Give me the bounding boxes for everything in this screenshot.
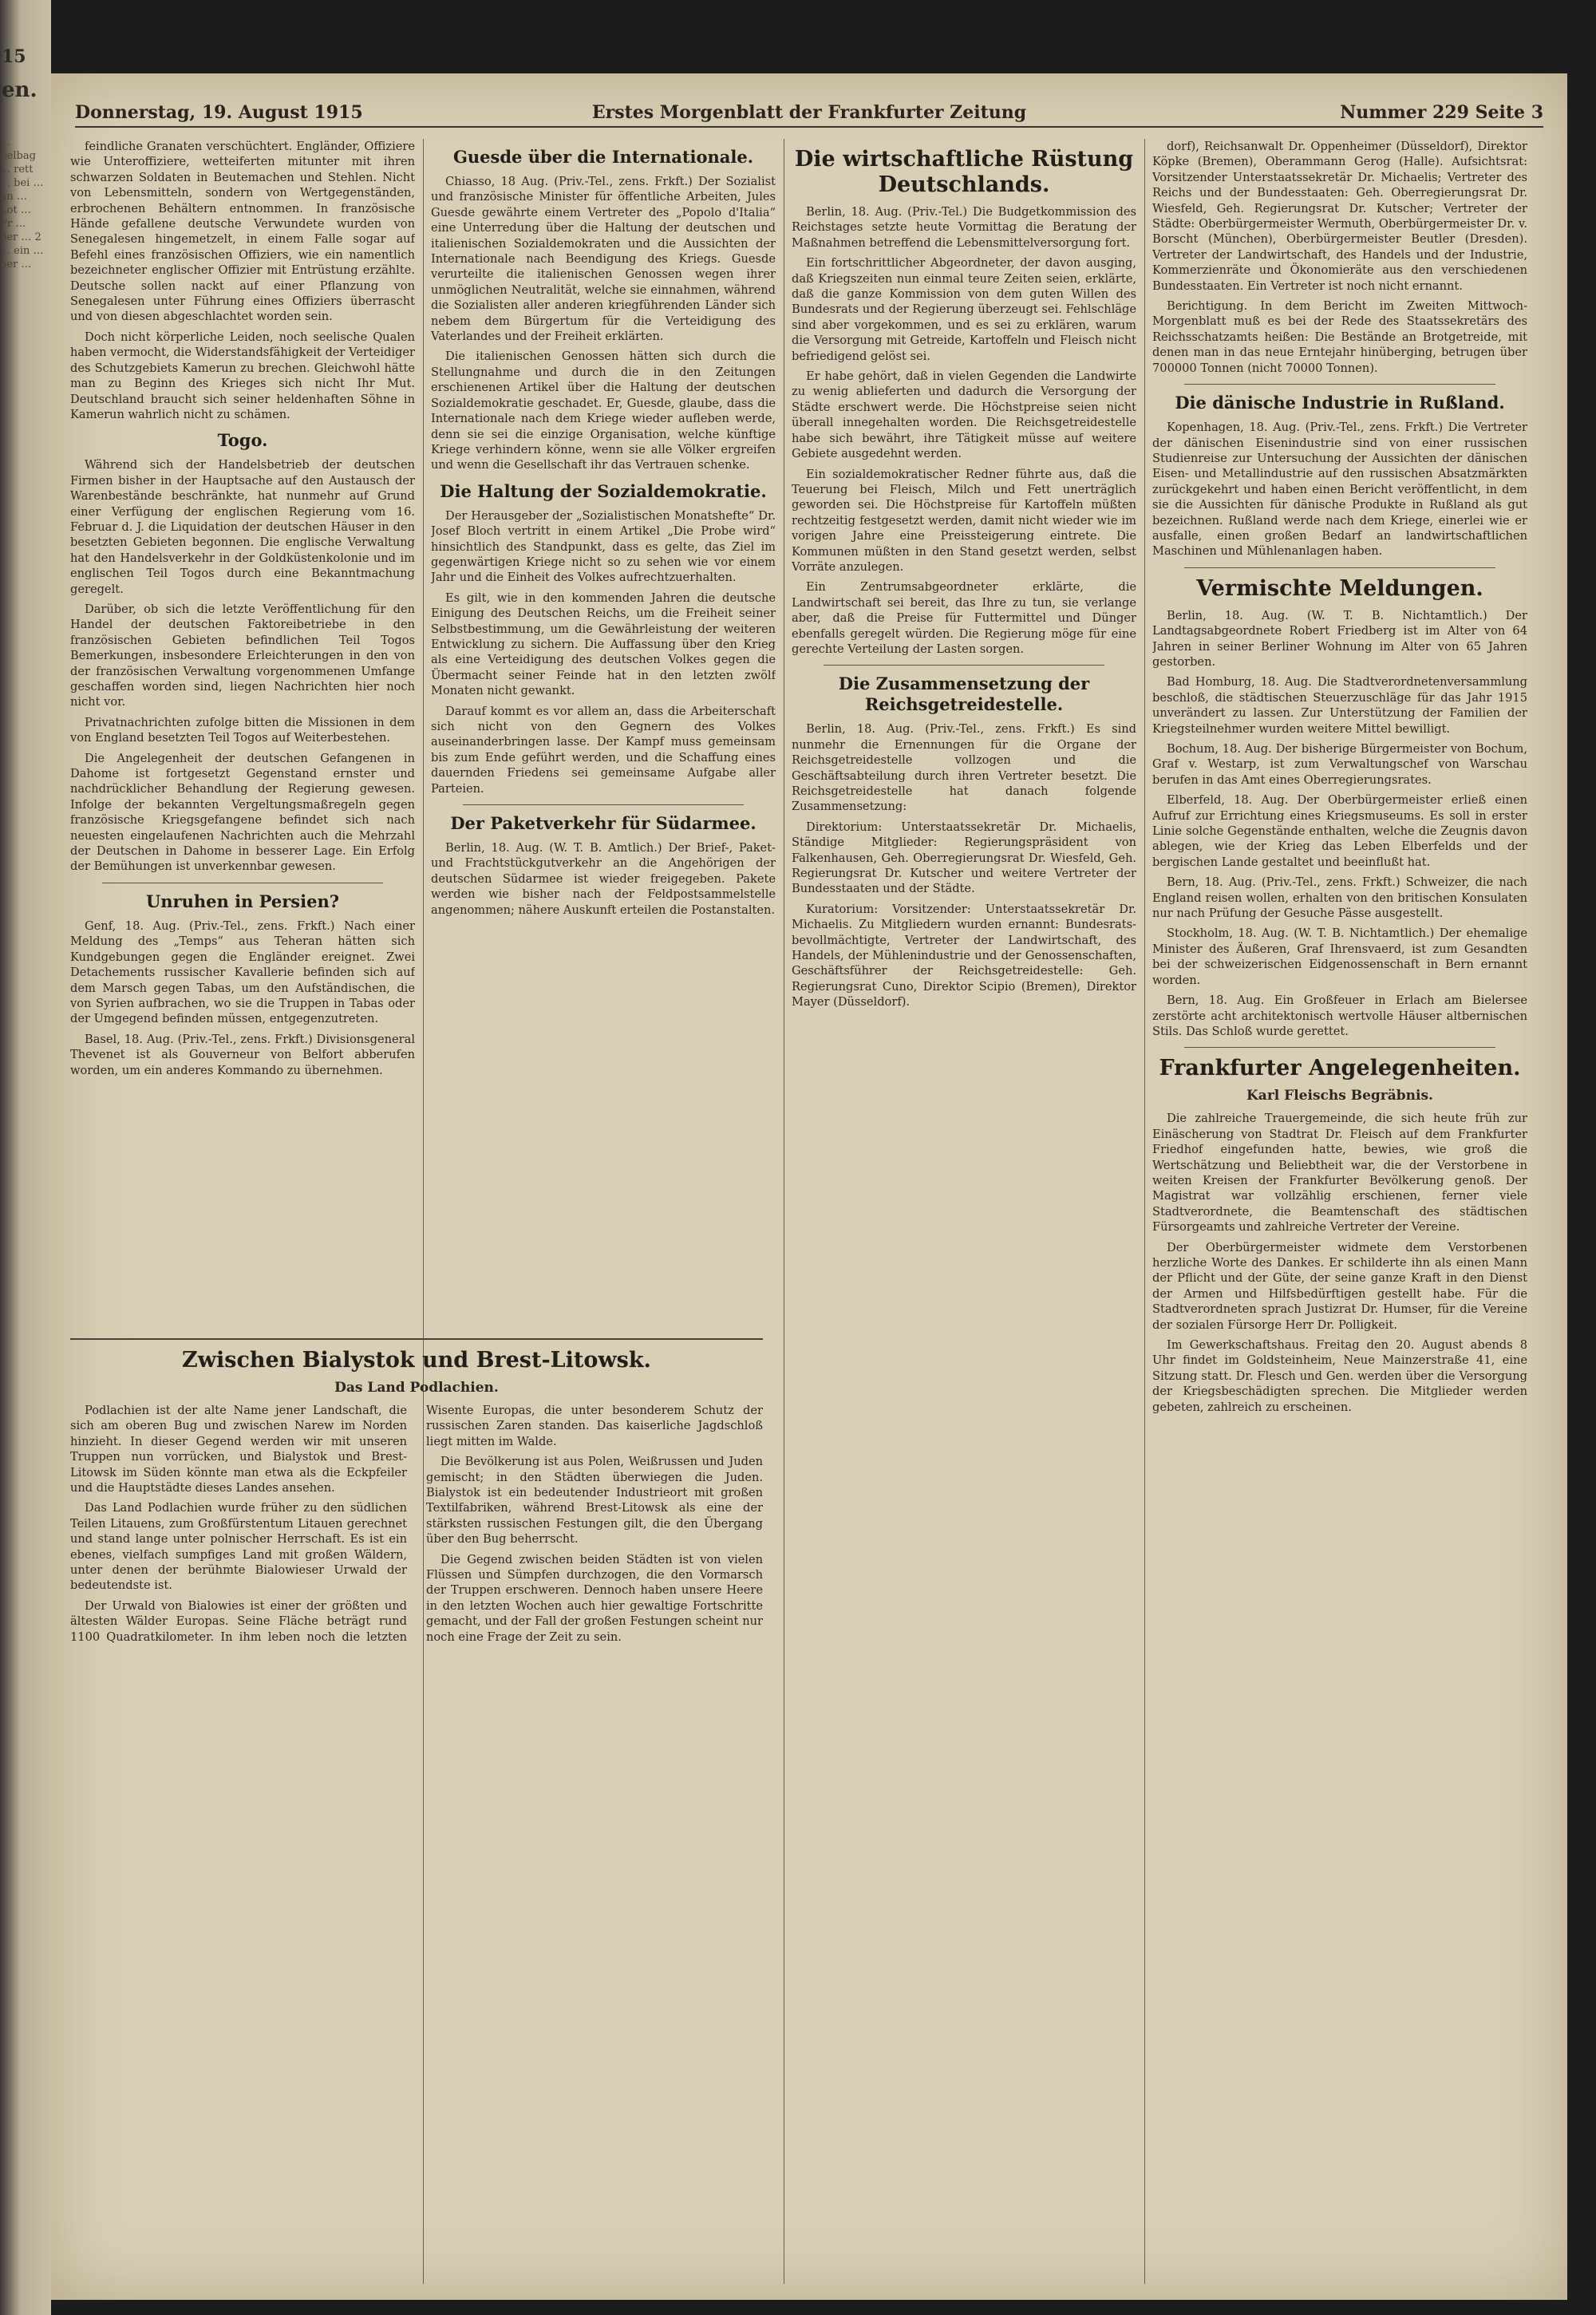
- column-3: [792, 139, 1136, 2284]
- article-text: Das Land Podlachien wurde früher zu den südlichen Teilen Litauens, zum Großfürstentum Litauen gerechnet und stand lange unter polnischer Herrschaft. Es ist ein ebenes, vielfach sumpfiges Land mit großen Wäldern, unter denen der berühmte Bialowieser Urwald der bedeutendste ist.: [70, 1501, 407, 1593]
- article-text: Es gilt, wie in den kommenden Jahren die deutsche Einigung des Deutschen Reichs, um die Freiheit seiner Selbstbestimmung, um die Gewährleistung der weiteren Entwicklung zu sichern. Die Auffassung über den Krieg als eine Verteidigung des deutschen Volkes gegen die Übermacht seiner Feinde hat in den letzten zwölf Monaten nicht gewankt.: [431, 591, 776, 698]
- adjacent-page-fragment: en.: [2, 78, 38, 102]
- article-text: Der Oberbürgermeister widmete dem Verstorbenen herzliche Worte des Dankes. Er schilderte ihn als einen Mann der Pflicht und der Güte, der seine ganze Kraft in den Dienst der Armen und Hilfsbedürftigen gestellt habe. Für die Stadtverordneten sprach Justizrat Dr. Humser, für die Vereine der sozialen Fürsorge Herr Dr. Polligkeit.: [1152, 1240, 1527, 1332]
- article-text: Ein sozialdemokratischer Redner führte aus, daß die Teuerung bei Fleisch, Milch und Fett unerträglich geworden sei. Die Höchstpreise für Kartoffeln müßten rechtzeitig festgesetzt werden, damit nicht wieder wie im vorigen Jahre eine Preissteigerung eintrete. Die Kommunen müßten in den Stand gesetzt werden, selbst Vorräte anzulegen.: [792, 467, 1136, 574]
- column-4: [1152, 139, 1527, 2284]
- headline-guesde: Guesde über die Internationale.: [452, 147, 754, 167]
- article-text: Im Gewerkschaftshaus. Freitag den 20. August abends 8 Uhr findet im Goldsteinheim, Neue Mainzerstraße 41, eine Sitzung statt. Dr. Flesch und Gen. werden über die Versorgung der Kriegsbeschädigten sprechen. Die Mitglieder werden gebeten, zahlreich zu erscheinen.: [1152, 1338, 1527, 1414]
- headline-bialystok: Zwischen Bialystok und Brest-Litowsk.: [182, 1348, 651, 1373]
- column-rule: [1144, 139, 1145, 2284]
- article-text: Berichtigung. In dem Bericht im Zweiten Mittwoch-Morgenblatt muß es bei der Rede des Staatssekretärs des Reichsschatzamts heißen: Die Bestände an Brotgetreide, mit denen man in das neue Erntejahr hinüberging, betrugen über 700000 Tonnen (nicht 70000 Tonnen).: [1152, 299, 1527, 375]
- article-text: Er habe gehört, daß in vielen Gegenden die Landwirte zu wenig ablieferten und dadurch die Versorgung der Städte erschwert werde. Die Höchstpreise seien nicht überall innegehalten worden. Die Reichsgetreidestelle habe sich bewährt, ihre Tätigkeit müsse auf weitere Gebiete ausgedehnt werden.: [792, 369, 1136, 461]
- headline-daenische-industrie: Die dänische Industrie in Rußland.: [1175, 393, 1505, 413]
- article-text: Kopenhagen, 18. Aug. (Priv.-Tel., zens. Frkft.) Die Vertreter der dänischen Eisenindustrie sind von einer russischen Studienreise zur Untersuchung der Aussichten der dänischen Eisen- und Metallindustrie auf den russischen Absatzmärkten zurückgekehrt und haben einen Bericht veröffentlicht, in dem sie die Aussichten für dänische Produkte in Rußland als gut bezeichnen. Rußland werde nach dem Kriege, einerlei wie er ausfalle, einen großen Bedarf an landwirtschaftlichen Maschinen und Mühlenanlagen haben.: [1152, 421, 1527, 559]
- masthead: [75, 97, 1543, 128]
- headline-togo: Togo.: [217, 430, 268, 451]
- article-text: Die zahlreiche Trauergemeinde, die sich heute früh zur Einäscherung von Stadtrat Dr. Fleisch auf dem Frankfurter Friedhof eingefunden hatte, bewies, wie groß die Wertschätzung und Beliebtheit war, die der Verstorbene in weiten Kreisen der Frankfurter Bevölkerung genoß. Der Magistrat war vollzählig erschienen, ferner viele Stadtverordnete, die Beamtenschaft des städtischen Fürsorgeamts und zahlreiche Vertreter der Vereine.: [1152, 1112, 1527, 1235]
- subheadline-fleisch: Karl Fleischs Begräbnis.: [1246, 1088, 1433, 1104]
- article-text: Direktorium: Unterstaatssekretär Dr. Michaelis, Ständige Mitglieder: Regierungspräsident von Falkenhausen, Geh. Oberregierungsrat Dr. Wiesfeld, Geh. Regierungsrat Dr. Kutscher und weitere Vertreter der Bundesstaaten und der Städte.: [792, 820, 1136, 896]
- divider: [463, 804, 744, 805]
- article-text: Die italienischen Genossen hätten sich durch die Stellungnahme und durch die in den Zeitungen erschienenen Artikel über die Haltung der deutschen Sozialdemokratie geschadet. Er, Guesde, glaube, dass die Internationale nach dem Kriege wieder aufleben werde, denn sie sei die einzige Organisation, welche künftige Kriege verhindern könne, wenn sie alle Völker ergreifen und wenn die Gesellschaft ihr das Vertrauen schenke.: [431, 350, 776, 472]
- headline-paketverkehr: Der Paketverkehr für Südarmee.: [450, 813, 757, 834]
- article-text: Bochum, 18. Aug. Der bisherige Bürgermeister von Bochum, Graf v. Westarp, ist zum Verwaltungschef von Warschau berufen in das Amt eines Oberregierungsrates.: [1152, 742, 1527, 787]
- article-text: Ein fortschrittlicher Abgeordneter, der davon ausging, daß Kriegszeiten nun einmal teure Zeiten seien, erklärte, daß die ganze Kommission von dem guten Willen des Bundesrats und der Regierung überzeugt sei. Fehlschläge sind aber vorgekommen, und es sei zu erklären, warum die Versorgung mit Getreide, Kartoffeln und Fleisch nicht befriedigend gelöst sei.: [792, 256, 1136, 363]
- article-text: Bad Homburg, 18. Aug. Die Stadtverordnetenversammlung beschloß, die städtischen Steuerzuschläge für das Jahr 1915 unverändert zu lassen. Zur Unterstützung der Familien der Kriegsteilnehmer wurden weitere Mittel bewilligt.: [1152, 675, 1527, 736]
- column-2: [431, 139, 776, 1332]
- article-text: Berlin, 18. Aug. (Priv.-Tel., zens. Frkft.) Es sind nunmehr die Ernennungen für die Organe der Reichsgetreidestelle vollzogen und die Geschäftsabteilung durch ihren Vertreter besetzt. Die Reichsgetreidestelle hat danach folgende Zusammensetzung:: [792, 722, 1136, 814]
- headline-frankfurter-angelegenheiten: Frankfurter Angelegenheiten.: [1159, 1056, 1521, 1081]
- article-text: Darauf kommt es vor allem an, dass die Arbeiterschaft sich nicht von den Gegnern des Volkes auseinanderbringen lasse. Der Kampf muss gemeinsam bis zum Ende geführt werden, und die Schaffung eines dauernden Friedens sei gemeinsame Aufgabe aller Parteien.: [431, 704, 776, 796]
- issue-number: Nummer 229 Seite 3: [1340, 102, 1543, 123]
- article-text: Genf, 18. Aug. (Priv.-Tel., zens. Frkft.) Nach einer Meldung des „Temps“ aus Teheran hätten sich Kundgebungen gegen die Engländer ereignet. Zwei Detachements russischer Kavallerie befinden sich auf dem Marsch gegen Tabas, um den Aufständischen, die von Syrien aufbrachen, wo sie die Truppen in Tabas oder der Umgegend befinden müssen, entgegenzutreten.: [70, 918, 415, 1026]
- article-text: Der Urwald von Bialowies ist einer der größten und ältesten Wälder Europas. Seine Fläche beträgt rund 1100 Quadratkilometer. In ihm leben noch die letzten Wisente Europas, die unter besonderem Schutz der russischen Zaren standen. Das kaiserliche Jagdschloß liegt mitten im Walde.: [70, 1404, 763, 1644]
- article-text: Basel, 18. Aug. (Priv.-Tel., zens. Frkft.) Divisionsgeneral Thevenet ist als Gouverneur von Belfort abberufen worden, um ein anderes Kommando zu übernehmen.: [70, 1032, 415, 1077]
- article-text: Privatnachrichten zufolge bitten die Missionen in dem von England besetzten Teil Togos auf Weiterbestehen.: [70, 715, 415, 745]
- newspaper-page: [51, 73, 1567, 2300]
- feuilleton-text: [70, 1403, 763, 1647]
- adjacent-page-number: 15: [2, 46, 26, 67]
- article-text: Während sich der Handelsbetrieb der deutschen Firmen bisher in der Hauptsache auf den Austausch der Warenbestände beschränkte, hat nunmehr auf Grund einer Verfügung der englischen Regierung vom 16. Februar d. J. die Liquidation der deutschen Häuser in den besetzten Gebieten begonnen. Die englische Verwaltung hat den Handelsverkehr in der Goldküstenkolonie und im englischen Teil Togos durch eine Bekanntmachung geregelt.: [70, 458, 415, 596]
- article-text: Kuratorium: Vorsitzender: Unterstaatssekretär Dr. Michaelis. Zu Mitgliedern wurden ernannt: Bundesrats-bevollmächtigte, Vertreter der Landwirtschaft, des Handels, der Mühlenindustrie und der Genossenschaften, Geschäftsführer der Reichsgetreidestelle: Geh. Regierungsrat Cuno, Direktor Scipio (Bremen), Direktor Mayer (Düsseldorf).: [792, 902, 1136, 1009]
- article-text: Darüber, ob sich die letzte Veröffentlichung für den Handel der deutschen Faktoreibetriebe in den französischen Gebieten befindlichen Teil Togos Bemerkungen, insbesondere Erleichterungen in den von der französischen Verwaltung vorgenommenen Umfange geschaffen worden sind, liegen Nachrichten hier noch nicht vor.: [70, 602, 415, 709]
- article-text: Chiasso, 18 Aug. (Priv.-Tel., zens. Frkft.) Der Sozialist und französische Minister für öffentliche Arbeiten, Jules Guesde gewährte einem Vertreter des „Popolo d'Italia“ eine Unterredung über die Haltung der deutschen und italienischen Sozialdemokraten und die Aussichten der Internationale nach Beendigung des Kriegs. Guesde verurteilte die italienischen Genossen wegen ihrer unmöglichen Neutralität, welche sie einnahmen, während die Sozialisten aller anderen kriegführenden Länder sich nebem dem Bürgertum für die Verteidigung des Vaterlandes und der Freiheit erklärten.: [431, 175, 776, 344]
- article-text: feindliche Granaten verschüchtert. Engländer, Offiziere wie Unteroffiziere, wetteiferten mitunter mit ihren schwarzen Soldaten in Beutemachen und Stehlen. Nicht von Lebensmitteln, sondern von Wertgegenständen, erbrochenen Behältern entnommen. In französische Hände gefallene deutsche Verwundete wurden von Senegalesen hingemetzelt, in einem Falle sogar auf Befehl eines französischen Offiziers, wie ein namentlich bezeichneter englischer Offizier mit Entrüstung erzählte. Deutsche sollen nackt auf einer Pflanzung von Senegalesen unter Führung eines Offiziers überrascht und von diesen abgeschlachtet worden sein.: [70, 140, 415, 324]
- article-text: Die Bevölkerung ist aus Polen, Weißrussen und Juden gemischt; in den Städten überwiegen die Juden. Bialystok ist ein bedeutender Industrieort mit großen Textilfabriken, während Brest-Litowsk als eine der stärksten russischen Festungen gilt, die den Übergang über den Bug beherrscht.: [426, 1455, 763, 1547]
- divider: [1184, 384, 1495, 385]
- article-text: Doch nicht körperliche Leiden, noch seelische Qualen haben vermocht, die Widerstandsfähigkeit der Verteidiger des Schutzgebiets Kamerun zu brechen. Gleichwohl hätte man zu Beginn des Krieges sich nicht Ihr Mut. Deutschland braucht sich seiner heldenhaften Söhne in Kamerun wahrlich nicht zu schämen.: [70, 330, 415, 421]
- adjacent-page-edge-text: … fielbag … rett … bei … nn … Lot … Fr … ber … 2 … ein … ber …: [0, 136, 44, 271]
- divider: [1184, 567, 1495, 568]
- article-text: Berlin, 18. Aug. (W. T. B. Amtlich.) Der Brief-, Paket- und Frachtstückgutverkehr an die Angehörigen der deutschen Südarmee ist wieder freigegeben. Pakete werden wie bisher nach der Feldpostsammelstelle angenommen; nähere Auskunft erteilen die Postanstalten.: [431, 841, 776, 917]
- subheadline-podlachien: Das Land Podlachien.: [334, 1380, 499, 1396]
- headline-ruestung: Die wirtschaftliche Rüstung Deutschlands.: [794, 147, 1134, 197]
- article-text: Ein Zentrumsabgeordneter erklärte, die Landwirtschaft sei bereit, das Ihre zu tun, sie verlange aber, daß die Preise für Futtermittel und Dünger ebenfalls geregelt würden. Die Regierung möge für eine gerechte Verteilung der Lasten sorgen.: [792, 580, 1136, 656]
- article-text: Bern, 18. Aug. (Priv.-Tel., zens. Frkft.) Schweizer, die nach England reisen wollen, erhalten von den britischen Konsulaten nur nach Prüfung der Gesuche Pässe ausgestellt.: [1152, 875, 1527, 921]
- headline-sozialdemokratie: Die Haltung der Sozialdemokratie.: [440, 480, 767, 501]
- article-text: Berlin, 18. Aug. (Priv.-Tel.) Die Budgetkommission des Reichstages setzte heute Vormittag die Beratung der Maßnahmen betreffend die Lebensmittelversorgung fort.: [792, 205, 1136, 250]
- article-text: Der Herausgeber der „Sozialistischen Monatshefte“ Dr. Josef Bloch vertritt in einem Artikel „Die Probe wird“ hinsichtlich des Standpunkt, dass es gelte, das Ziel im gegenwärtigen Kriege nicht so zu sehen wie vor einem Jahr und die Einheit des Volkes aufrechtzuerhalten.: [431, 508, 776, 585]
- article-text: Die Angelegenheit der deutschen Gefangenen in Dahome ist fortgesetzt Gegenstand ernster und nachdrücklicher Behandlung der Regierung gewesen. Infolge der bekannten Vergeltungsmaßregeln gegen französische Kriegsgefangene befindet sich nach neuesten eingelaufenen Nachrichten auch die Mehrzahl der Deutschen in Dahome in besserer Lage. Ein Erfolg der Bemühungen ist unverkennbar gewesen.: [70, 751, 415, 874]
- issue-date: Donnerstag, 19. August 1915: [75, 102, 363, 123]
- adjacent-page-stub: [2, 46, 48, 102]
- article-text: Die Gegend zwischen beiden Städten ist von vielen Flüssen und Sümpfen durchzogen, die den Vormarsch der Truppen erschweren. Dennoch haben unsere Heere in den letzten Wochen auch hier gewaltige Fortschritte gemacht, und der Fall der großen Festungen scheint nur noch eine Frage der Zeit zu sein.: [426, 1552, 763, 1644]
- article-text: Bern, 18. Aug. Ein Großfeuer in Erlach am Bielersee zerstörte acht architektonisch wertvolle Häuser altbernischen Stils. Das Schloß wurde gerettet.: [1152, 994, 1527, 1038]
- paper-title: Erstes Morgenblatt der Frankfurter Zeitung: [591, 102, 1027, 123]
- article-text: dorf), Reichsanwalt Dr. Oppenheimer (Düsseldorf), Direktor Köpke (Bremen), Oberammann Gerog (Halle). Aufsichtsrat: Vorsitzender Unterstaatssekretär Dr. Michaelis; Vertreter des Reichs und der Bundesstaaten: Geh. Oberregierungsrat Dr. Wiesfeld, Geh. Regierungsrat Dr. Kutscher; Vertreter der Städte: Oberbürgermeister Wermuth, Oberbürgermeister Dr. v. Borscht (München), Oberbürgermeister Beutler (Dresden). Vertreter der Landwirtschaft, des Handels und der Industrie, Kommerzienräte und Ökonomieräte aus den verschiedenen Bundesstaaten. Ein Vertreter ist noch nicht ernannt.: [1152, 140, 1527, 293]
- headline-reichsgetreidestelle: Die Zusammensetzung der Reichsgetreidestelle.: [838, 674, 1090, 715]
- feuilleton-bialystok: [70, 1338, 763, 2285]
- headline-persia: Unruhen in Persien?: [145, 891, 340, 911]
- article-text: Podlachien ist der alte Name jener Landschaft, die sich am oberen Bug und zwischen Narew im Norden hinzieht. In dieser Gegend werden wir mit unseren Truppen nun vorrücken, und Bialystok und Brest-Litowsk im Süden könnte man etwa als die Eckpfeiler und die Hauptstädte dieses Landes ansehen.: [70, 1404, 407, 1495]
- divider: [824, 665, 1104, 666]
- article-text: Stockholm, 18. Aug. (W. T. B. Nichtamtlich.) Der ehemalige Minister des Äußeren, Graf Ihrensvaerd, ist zum Gesandten bei der schweizerischen Eidgenossenschaft in Bern ernannt worden.: [1152, 926, 1527, 987]
- headline-vermischte-meldungen: Vermischte Meldungen.: [1196, 575, 1483, 601]
- binding-gutter: [0, 0, 51, 2315]
- article-text: Berlin, 18. Aug. (W. T. B. Nichtamtlich.) Der Landtagsabgeordnete Robert Friedberg ist im Alter von 64 Jahren in seiner Berliner Wohnung im Alter von 65 Jahren gestorben.: [1152, 608, 1527, 669]
- divider: [1184, 1047, 1495, 1048]
- article-text: Elberfeld, 18. Aug. Der Oberbürgermeister erließ einen Aufruf zur Errichtung eines Kriegsmuseums. Es soll in erster Linie solche Gegenstände enthalten, welche die Zeugnis davon ablegen, wie der Krieg das Leben Elberfelds und der bergischen Lande gestaltet und beeinflußt hat.: [1152, 793, 1527, 869]
